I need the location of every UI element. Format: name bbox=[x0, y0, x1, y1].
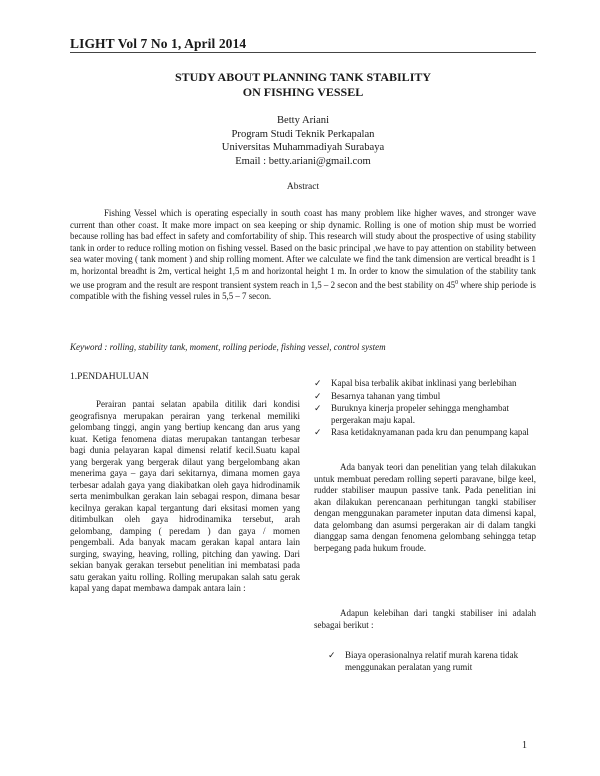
paper-title bbox=[70, 70, 536, 100]
advantages-intro: Adapun kelebihan dari tangki stabiliser ini adalah sebagai berikut : bbox=[314, 608, 536, 630]
page-number: 1 bbox=[522, 740, 527, 751]
header-rule bbox=[70, 52, 536, 53]
intro-paragraph: Perairan pantai selatan apabila ditilik dari kondisi geografisnya merupakan perairan yang terkenal memiliki gelombang tinggi, angin yang bertiup kencang dan arus yang kuat. Ketiga fenomena diatas merupakan tantangan terbesar bagi dunia pelayaran kapal dimensi relatif kecil.Suatu kapal yang bergerak yang bergerak dilaut yang bergelombang akan menerima gaya – gaya dari sekitarnya, dimana momen gaya terbesar adalah gaya yang diakibatkan oleh gaya hidrodinamik serta menimbulkan gerakan lain sebagai respon, dimana besar kecilnya gerakan kapal tergantung dari eksitasi momen yang ditimbulkan oleh gaya hidrodinamika tersebut, arah gelombang, damping ( peredam ) dan gaya / momen pengembali. Ada banyak macam gerakan kapal antara lain surging, swaying, heaving, rolling, pitching dan yawing. Dari sekian banyak gerakan tersebut penelitian ini membatasi pada satu gerakan yaitu rolling. Rolling merupakan salah satu gerak kapal yang dapat membawa dampak antara lain : bbox=[70, 399, 300, 593]
advantages-list bbox=[328, 650, 536, 673]
abstract-heading: Abstract bbox=[286, 182, 320, 192]
title-line-1: STUDY ABOUT PLANNING TANK STABILITY bbox=[174, 70, 432, 84]
degree-superscript: 0 bbox=[455, 279, 459, 286]
list-item: ✓ Buruknya kinerja propeler sehingga menghambat pergerakan maju kapal. bbox=[314, 403, 509, 425]
list-item: ✓ Biaya operasionalnya relatif murah karena tidak menggunakan peralatan yang rumit bbox=[328, 650, 519, 672]
checkmark-icon: ✓ bbox=[314, 403, 322, 413]
list-item: ✓ Kapal bisa terbalik akibat inklinasi yang berlebihan bbox=[314, 378, 517, 388]
author-university: Universitas Muhammadiyah Surabaya bbox=[221, 142, 385, 153]
section-heading: 1.PENDAHULUAN bbox=[70, 372, 149, 382]
abstract-text-part-a: Fishing Vessel which is operating especially in south coast has many problem like higher waves, and stronger wave current than other coast. It make more impact on sea keeping or ship dynamic. Rolling is one of motion ship must be worried because rolling has bad effect in safety and comfortability of ship. This research will study about the prospective of using stability tank in order to reduce rolling motion on fishing vessel. Based on the basic principal ,we have to pay attention on stability between sea water moving ( tank moment ) and ship rolling moment. After we calculate we find the tank dimension are vertical breadht is 1 m, horizontal breadht is 2m, vertical height 1,5 m and horizontal height 1 m. In order to know the simulation of the stability tank we use program and the result are respont transient system reach in 1,5 – 2 secon and the best stability on 45 bbox=[70, 208, 536, 290]
abstract-text-part-b: where ship periode is compatible with the fishing vessel rules in 5,5 – 7 secon. bbox=[70, 279, 536, 302]
abstract-text bbox=[70, 208, 536, 303]
author-name: Betty Ariani bbox=[276, 115, 330, 126]
title-line-2: ON FISHING VESSEL bbox=[242, 85, 364, 99]
author-email: Email : betty.ariani@gmail.com bbox=[235, 155, 371, 167]
author-block bbox=[70, 114, 536, 168]
rolling-impacts-list bbox=[314, 378, 536, 440]
list-item: ✓ Rasa ketidaknyamanan pada kru dan penumpang kapal bbox=[314, 427, 529, 437]
checkmark-icon: ✓ bbox=[328, 650, 336, 660]
keywords: Keyword : rolling, stability tank, moment, rolling periode, fishing vessel, control system bbox=[70, 342, 386, 352]
checkmark-icon: ✓ bbox=[314, 390, 322, 401]
author-program: Program Studi Teknik Perkapalan bbox=[231, 128, 375, 140]
list-item: ✓ Besarnya tahanan yang timbul bbox=[314, 390, 441, 401]
checkmark-icon: ✓ bbox=[314, 378, 322, 388]
stabiliser-paragraph: Ada banyak teori dan penelitian yang telah dilakukan untuk membuat peredam rolling seperti paravane, bilge keel, rudder stabiliser maupun passive tank. Pada penelitian ini akan dilakukan perencanaan perhitungan tangki stabiliser dengan menggunakan parameter inputan data dimensi kapal, data gelombang dan asumsi pergerakan air di dalam tangki dianggap sama dengan fenomena gelombang sehingga tetap berpegang pada hukum froude. bbox=[314, 462, 536, 553]
checkmark-icon: ✓ bbox=[314, 427, 322, 437]
journal-header: LIGHT Vol 7 No 1, April 2014 bbox=[70, 36, 247, 51]
